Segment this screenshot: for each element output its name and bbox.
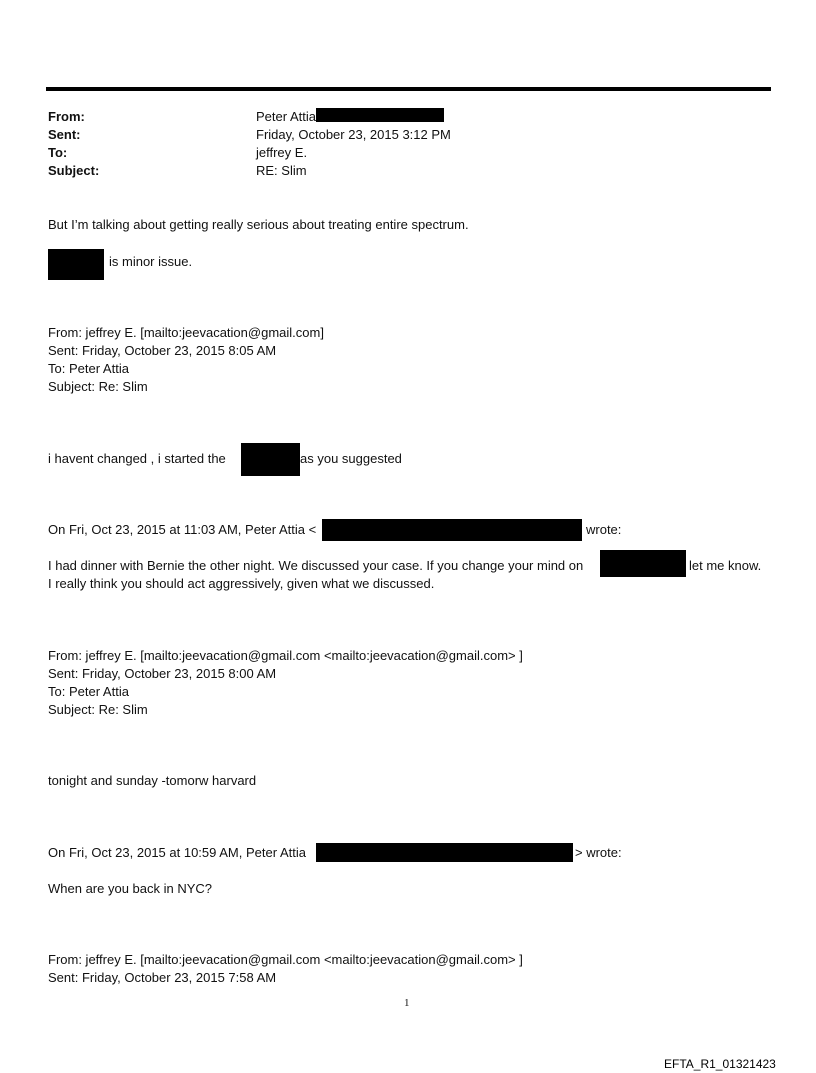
redaction-block: [48, 249, 104, 280]
sent-value: Friday, October 23, 2015 3:12 PM: [256, 127, 451, 142]
to-value: jeffrey E.: [256, 145, 308, 160]
msg2-text: When are you back in NYC?: [48, 881, 213, 896]
redaction-block: [241, 443, 300, 476]
document-id-footer: EFTA_R1_01321423: [664, 1057, 776, 1071]
to-label: To:: [48, 145, 68, 160]
quote1-subject: Subject: Re: Slim: [48, 379, 148, 394]
quote1-text-b: as you suggested: [300, 451, 402, 466]
quote3-from: From: jeffrey E. [mailto:jeevacation@gmail.com <mailto:jeevacation@gmail.com> ]: [48, 952, 523, 967]
quote1-sent: Sent: Friday, October 23, 2015 8:05 AM: [48, 343, 277, 358]
redaction-block: [316, 843, 573, 862]
body-line-1: But I’m talking about getting really serious about treating entire spectrum.: [48, 217, 469, 232]
attribution-2-suffix: > wrote:: [575, 845, 622, 860]
msg1-line1-b: let me know.: [689, 558, 762, 573]
redaction-block: [322, 519, 582, 541]
from-label: From:: [48, 109, 85, 124]
quote1-to: To: Peter Attia: [48, 361, 129, 376]
quote1-from: From: jeffrey E. [mailto:jeevacation@gmail.com]: [48, 325, 324, 340]
subject-value: RE: Slim: [256, 163, 307, 178]
attribution-2: On Fri, Oct 23, 2015 at 10:59 AM, Peter Attia: [48, 845, 306, 860]
redaction-block: [600, 550, 686, 577]
subject-label: Subject:: [48, 163, 100, 178]
quote2-text: tonight and sunday -tomorw harvard: [48, 773, 257, 788]
sent-label: Sent:: [48, 127, 81, 142]
quote2-from: From: jeffrey E. [mailto:jeevacation@gmail.com <mailto:jeevacation@gmail.com> ]: [48, 648, 523, 663]
quote2-sent: Sent: Friday, October 23, 2015 8:00 AM: [48, 666, 277, 681]
attribution-1-suffix: wrote:: [586, 522, 622, 537]
quote2-subject: Subject: Re: Slim: [48, 702, 148, 717]
redaction-block: [316, 108, 444, 122]
quote2-to: To: Peter Attia: [48, 684, 129, 699]
quote1-text-a: i havent changed , i started the: [48, 451, 226, 466]
quote3-sent: Sent: Friday, October 23, 2015 7:58 AM: [48, 970, 277, 985]
page-number: 1: [404, 997, 410, 1009]
msg1-line1-a: I had dinner with Bernie the other night. We discussed your case. If you change your mind on: [48, 558, 584, 573]
header-rule: [46, 87, 771, 91]
from-value: Peter Attia: [256, 109, 316, 124]
msg1-line2: I really think you should act aggressively, given what we discussed.: [48, 576, 435, 591]
body-line-2: is minor issue.: [109, 254, 193, 269]
attribution-1: On Fri, Oct 23, 2015 at 11:03 AM, Peter Attia <: [48, 522, 317, 537]
